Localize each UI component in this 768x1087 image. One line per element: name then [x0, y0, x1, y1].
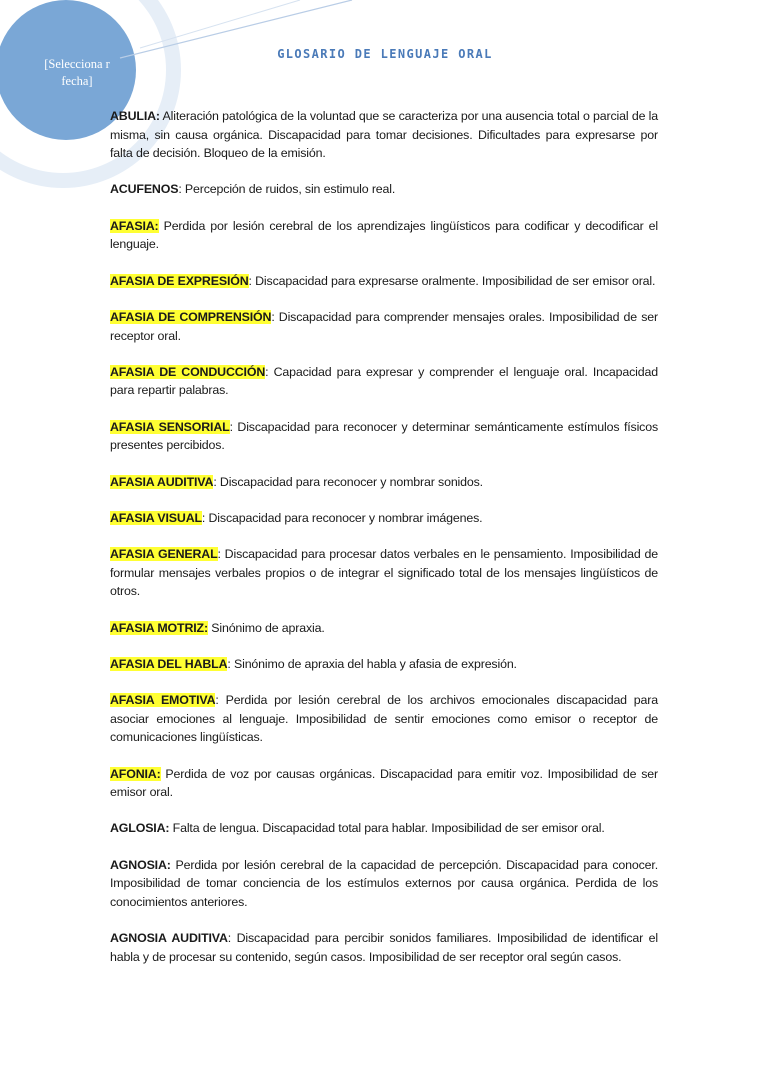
- glossary-entry: [110, 765, 658, 802]
- glossary-term: AFASIA DE CONDUCCIÓN: [110, 364, 266, 379]
- glossary-entry: [110, 418, 658, 455]
- glossary-term: AGLOSIA:: [110, 821, 170, 836]
- glossary-definition: : Capacidad para expresar y comprender el lenguaje oral. Incapacidad para repartir palabras.: [110, 364, 658, 398]
- glossary-definition: Perdida por lesión cerebral de la capacidad de percepción. Discapacidad para conocer. Imposibilidad de tomar conciencia de los estímulos externos por causa orgánica. Perdida de los conocimientos anteriores.: [110, 857, 658, 909]
- glossary-entry: [110, 107, 658, 163]
- glossary-term: AFONIA:: [110, 766, 161, 781]
- glossary-term: AGNOSIA:: [110, 857, 171, 872]
- glossary-term: AFASIA:: [110, 218, 159, 233]
- glossary-entry: [110, 509, 658, 528]
- glossary-entry: [110, 272, 658, 291]
- glossary-term: ABULIA:: [110, 109, 160, 123]
- glossary-definition: : Discapacidad para expresarse oralmente. Imposibilidad de ser emisor oral.: [248, 273, 656, 288]
- glossary-term: AFASIA DE COMPRENSIÓN: [110, 309, 272, 324]
- glossary-definition: Falta de lengua. Discapacidad total para hablar. Imposibilidad de ser emisor oral.: [169, 821, 605, 836]
- glossary-entry: [110, 856, 658, 912]
- glossary-entry: [110, 308, 658, 345]
- glossary-entry: [110, 180, 658, 199]
- glossary-definition: : Discapacidad para reconocer y nombrar sonidos.: [213, 474, 483, 489]
- glossary-entry: [110, 819, 658, 838]
- glossary-definition: Sinónimo de apraxia.: [207, 620, 325, 635]
- date-picker-placeholder[interactable]: [Selecciona r fecha]: [44, 57, 110, 88]
- glossary-definition: Perdida de voz por causas orgánicas. Discapacidad para emitir voz. Imposibilidad de ser emisor oral.: [110, 766, 658, 800]
- glossary-term: AFASIA DEL HABLA: [110, 656, 228, 671]
- glossary-definition: Perdida por lesión cerebral de los aprendizajes lingüísticos para codificar y decodificar el lenguaje.: [110, 218, 658, 252]
- glossary-list: [110, 107, 658, 984]
- glossary-definition: : Discapacidad para procesar datos verbales en le pensamiento. Imposibilidad de formular mensajes verbales propios o de integrar el significado total de los mensajes lingüísticos de otros.: [110, 547, 658, 599]
- glossary-definition: : Percepción de ruidos, sin estimulo real.: [178, 182, 396, 197]
- glossary-term: AGNOSIA AUDITIVA: [110, 931, 228, 946]
- glossary-term: AFASIA SENSORIAL: [110, 419, 230, 434]
- glossary-term: AFASIA GENERAL: [110, 547, 218, 562]
- glossary-definition: : Sinónimo de apraxia del habla y afasia de expresión.: [227, 656, 517, 671]
- glossary-entry: [110, 929, 658, 966]
- glossary-definition: : Discapacidad para percibir sonidos familiares. Imposibilidad de identificar el habla y de procesar su contenido, según casos. Imposibilidad de ser receptor oral según casos.: [110, 931, 658, 964]
- glossary-entry: [110, 363, 658, 400]
- glossary-term: AFASIA EMOTIVA: [110, 693, 216, 708]
- document-title: GLOSARIO DE LENGUAJE ORAL: [277, 47, 493, 61]
- glossary-term: AFASIA MOTRIZ:: [110, 620, 208, 635]
- glossary-definition: : Discapacidad para reconocer y nombrar imágenes.: [201, 510, 483, 525]
- glossary-definition: : Discapacidad para reconocer y determinar semánticamente estímulos físicos presentes percibidos.: [110, 419, 659, 453]
- glossary-entry: [110, 691, 658, 747]
- glossary-entry: [110, 655, 658, 674]
- glossary-entry: [110, 619, 658, 638]
- glossary-entry: [110, 473, 658, 492]
- glossary-definition: Aliteración patológica de la voluntad que se caracteriza por una ausencia total o parcial de la misma, sin causa orgánica. Discapacidad para tomar decisiones. Dificultades para expresarse por falta de decisión. Bloqueo de la emisión.: [110, 109, 658, 161]
- glossary-definition: : Perdida por lesión cerebral de los archivos emocionales discapacidad para asociar emociones al lenguaje. Imposibilidad de sentir emociones como emisor o receptor de comunicaciones lingüísticas.: [110, 693, 658, 745]
- glossary-term: AFASIA AUDITIVA: [110, 474, 214, 489]
- glossary-entry: [110, 545, 658, 601]
- glossary-term: ACUFENOS: [110, 182, 179, 197]
- glossary-term: AFASIA VISUAL: [110, 510, 202, 525]
- glossary-entry: [110, 217, 658, 254]
- glossary-definition: : Discapacidad para comprender mensajes orales. Imposibilidad de ser receptor oral.: [110, 309, 658, 343]
- glossary-term: AFASIA DE EXPRESIÓN: [110, 273, 249, 288]
